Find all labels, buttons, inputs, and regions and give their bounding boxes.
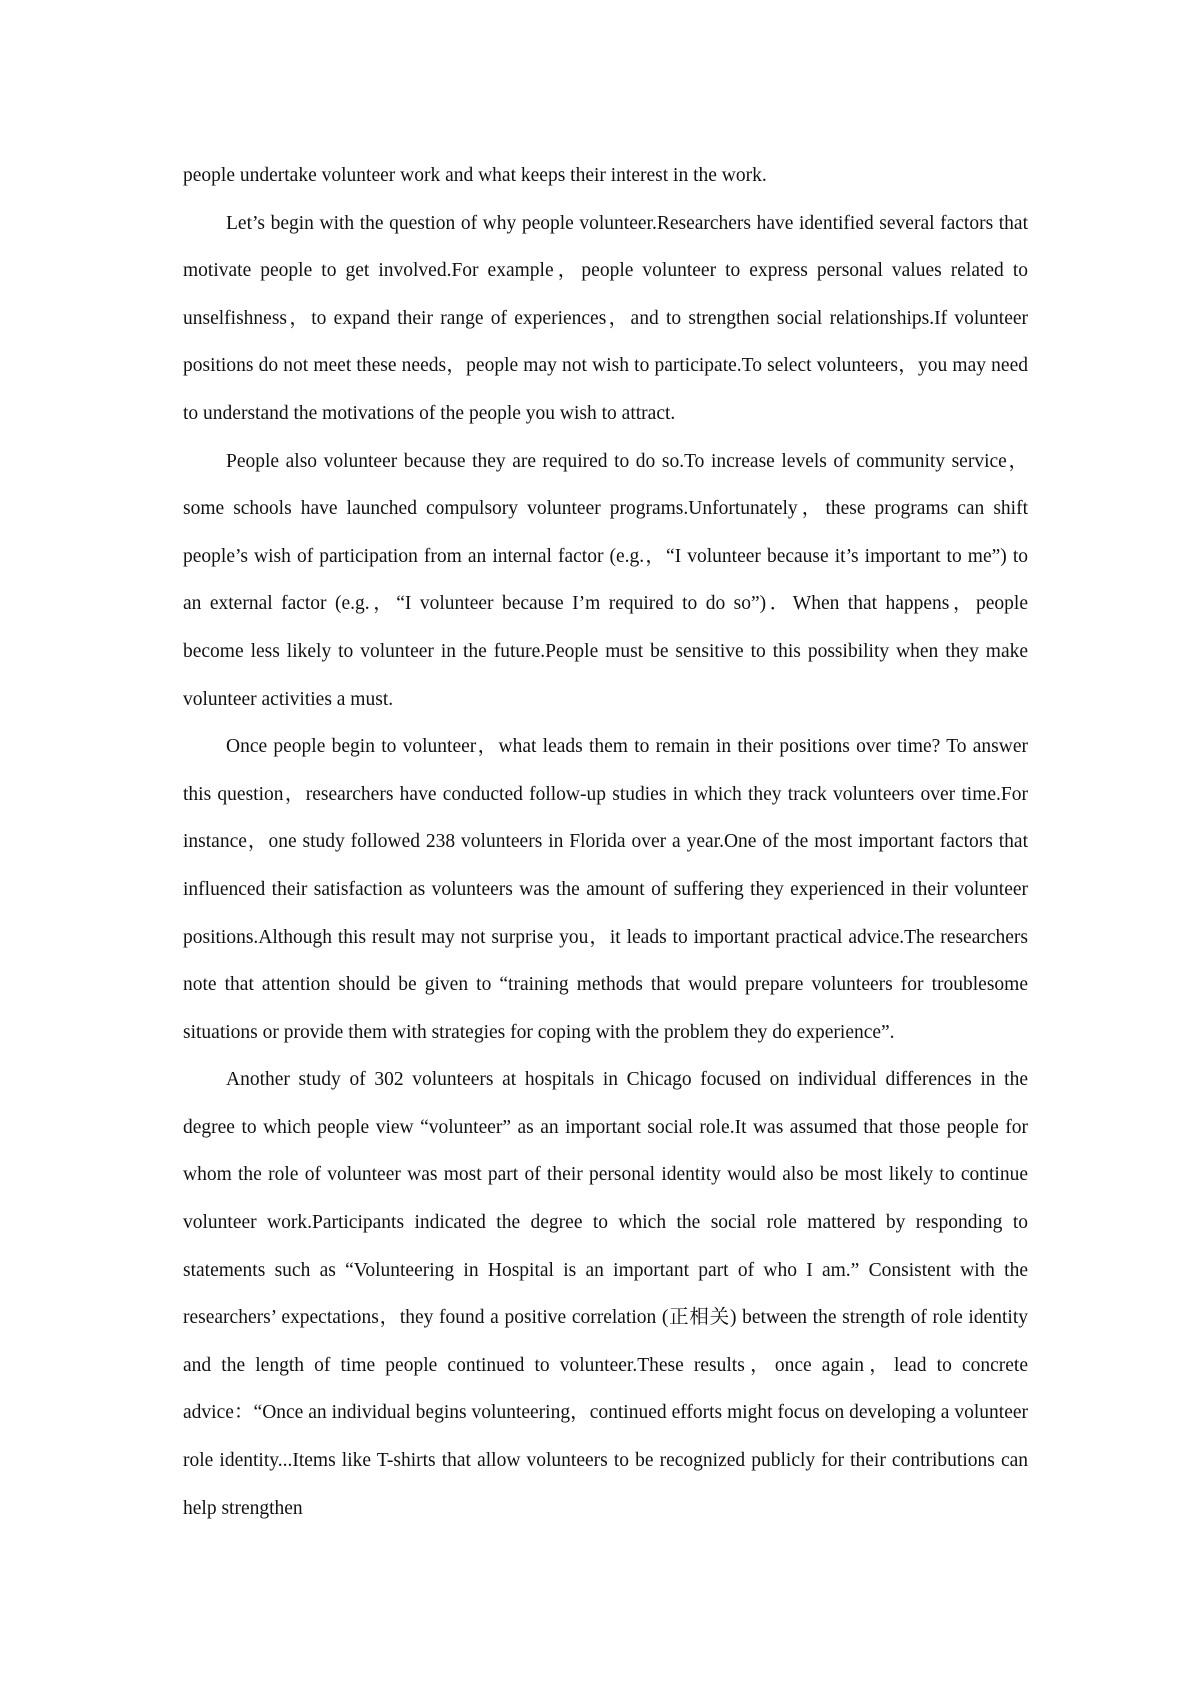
paragraph-why-volunteer: Let’s begin with the question of why people volunteer.Researchers have identified several factors that motivate people to get involved.For example，people volunteer to express personal values related to unselfishness，to expand their range of experiences，and to strengthen social relationships.If volunteer positions do not meet these needs，people may not wish to participate.To select volunteers，you may need to understand the motivations of the people you wish to attract.	[183, 212, 1028, 424]
paragraph-continuation: people undertake volunteer work and what keeps their interest in the work.	[183, 165, 767, 186]
paragraph-compulsory-volunteering: People also volunteer because they are required to do so.To increase levels of community service，some schools have launched compulsory volunteer programs.Unfortunately，these programs can shift people’s wish of participation from an internal factor (e.g.，“I volunteer because it’s important to me”) to an external factor (e.g.，“I volunteer because I’m required to do so”)．When that happens，people become less likely to volunteer in the future.People must be sensitive to this possibility when they make volunteer activities a must.	[183, 450, 1028, 710]
paragraph-role-identity-study: Another study of 302 volunteers at hospitals in Chicago focused on individual differences in the degree to which people view “volunteer” as an important social role.It was assumed that those people for whom the role of volunteer was most part of their personal identity would also be most likely to continue volunteer work.Participants indicated the degree to which the social role mattered by responding to statements such as “Volunteering in Hospital is an important part of who I am.” Consistent with the researchers’ expectations，they found a positive correlation (正相关) between the strength of role identity and the length of time people continued to volunteer.These results，once again，lead to concrete advice：“Once an individual begins volunteering，continued efforts might focus on developing a volunteer role identity...Items like T-shirts that allow volunteers to be recognized publicly for their contributions can help strengthen	[183, 1069, 1028, 1519]
body-text	[183, 152, 1028, 1532]
paragraph-retention-study: Once people begin to volunteer，what leads them to remain in their positions over time? To answer this question，researchers have conducted follow-up studies in which they track volunteers over time.For instance，one study followed 238 volunteers in Florida over a year.One of the most important factors that influenced their satisfaction as volunteers was the amount of suffering they experienced in their volunteer positions.Although this result may not surprise you，it leads to important practical advice.The researchers note that attention should be given to “training methods that would prepare volunteers for troublesome situations or provide them with strategies for coping with the problem they do experience”.	[183, 736, 1028, 1043]
